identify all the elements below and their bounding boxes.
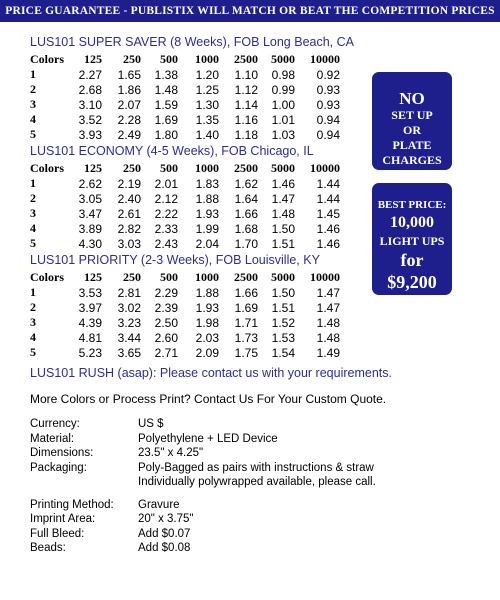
header-cell: 1000 — [195, 270, 219, 284]
cell: 0.94 — [316, 112, 340, 127]
table-row — [30, 127, 340, 142]
spec-value: 23.5" x 4.25" — [138, 447, 204, 459]
cell: 1.20 — [195, 67, 219, 82]
cell: 1.69 — [154, 112, 178, 127]
cell: 5 — [30, 236, 36, 250]
header-cell: 5000 — [271, 52, 295, 66]
cell: 5.23 — [78, 345, 102, 360]
cell: 3.02 — [117, 300, 141, 315]
table-row — [30, 176, 340, 191]
cell: 2 — [30, 300, 36, 314]
section-title: LUS101 SUPER SAVER (8 Weeks), FOB Long Beach, CA — [30, 35, 354, 49]
spec-label: Beads: — [30, 542, 66, 554]
spec-label: Printing Method: — [30, 498, 114, 511]
cell: 1.64 — [234, 191, 258, 206]
cell: 1.25 — [195, 82, 219, 97]
cell: 1.35 — [195, 112, 219, 127]
promo-line: $9,200 — [387, 272, 437, 292]
cell: 1.46 — [316, 221, 340, 236]
spec-value: Polyethylene + LED Device — [138, 432, 278, 445]
promo-line: SET UP — [391, 108, 433, 122]
cell: 4 — [30, 112, 36, 126]
cell: 1.88 — [195, 285, 219, 300]
cell: 3.53 — [78, 285, 102, 300]
cell: 3.10 — [78, 97, 102, 112]
cell: 1.66 — [234, 206, 258, 221]
cell: 1.10 — [234, 67, 258, 82]
cell: 1.62 — [234, 176, 258, 191]
header-cell: 250 — [123, 52, 141, 66]
cell: 2 — [30, 191, 36, 205]
header-cell: 250 — [123, 161, 141, 175]
cell: 2.39 — [154, 300, 178, 315]
cell: 0.94 — [316, 127, 340, 142]
cell: 5 — [30, 127, 36, 141]
promo-line: PLATE — [392, 138, 432, 152]
cell: 2.04 — [195, 236, 219, 251]
table-row — [30, 97, 340, 112]
no-setup-charges-badge — [372, 72, 452, 170]
spec-label: Full Bleed: — [30, 527, 85, 540]
price-table — [30, 52, 340, 142]
spec-label: Packaging: — [30, 461, 87, 474]
header-cell: Colors — [30, 52, 64, 66]
header-cell: 10000 — [310, 161, 340, 175]
cell: 2.27 — [78, 67, 102, 82]
cell: 1 — [30, 176, 36, 190]
cell: 1.48 — [271, 206, 295, 221]
cell: 1.51 — [271, 236, 295, 251]
cell: 1.14 — [234, 97, 258, 112]
table-row — [30, 315, 340, 330]
cell: 1.16 — [234, 112, 258, 127]
cell: 5 — [30, 345, 36, 359]
cell: 1.49 — [316, 345, 340, 360]
promo-line: for — [400, 250, 424, 270]
header-cell: 1000 — [195, 161, 219, 175]
promo-line: CHARGES — [382, 153, 442, 167]
custom-quote-note: More Colors or Process Print? Contact Us For Your Custom Quote. — [30, 392, 387, 406]
cell: 4 — [30, 221, 36, 235]
promo-line: 10,000 — [390, 214, 434, 231]
table-row — [30, 82, 340, 97]
cell: 3.52 — [78, 112, 102, 127]
cell: 2.40 — [117, 191, 141, 206]
cell: 1.45 — [316, 206, 340, 221]
table-row — [30, 285, 340, 300]
price-table — [30, 161, 340, 251]
table-header-row — [30, 270, 340, 285]
cell: 1.47 — [316, 285, 340, 300]
spec-value: Poly-Bagged as pairs with instructions & straw — [138, 461, 374, 474]
cell: 1.47 — [316, 300, 340, 315]
cell: 2.28 — [117, 112, 141, 127]
cell: 1.51 — [271, 300, 295, 315]
cell: 4.30 — [78, 236, 102, 251]
cell: 2.82 — [117, 221, 141, 236]
spec-label: Dimensions: — [30, 447, 94, 459]
header-cell: Colors — [30, 161, 64, 175]
cell: 1.44 — [316, 191, 340, 206]
promo-line: LIGHT UPS — [379, 234, 445, 248]
cell: 1.52 — [271, 315, 295, 330]
cell: 4.39 — [78, 315, 102, 330]
pricing-section-economy — [30, 144, 360, 251]
cell: 2.61 — [117, 206, 141, 221]
header-cell: 5000 — [271, 161, 295, 175]
header-cell: 5000 — [271, 270, 295, 284]
cell: 1.66 — [234, 285, 258, 300]
table-row — [30, 206, 340, 221]
header-cell: 2500 — [234, 270, 258, 284]
cell: 2.50 — [154, 315, 178, 330]
spec-value: Add $0.07 — [138, 527, 191, 540]
spec-value: Add $0.08 — [138, 542, 191, 554]
pricing-section-priority — [30, 253, 360, 360]
cell: 1.98 — [195, 315, 219, 330]
best-price-badge — [372, 183, 452, 295]
cell: 1.73 — [234, 330, 258, 345]
cell: 1.68 — [234, 221, 258, 236]
cell: 1.46 — [316, 236, 340, 251]
table-row — [30, 191, 340, 206]
cell: 1.83 — [195, 176, 219, 191]
cell: 2 — [30, 82, 36, 96]
cell: 0.93 — [316, 97, 340, 112]
cell: 2.68 — [78, 82, 102, 97]
cell: 3.47 — [78, 206, 102, 221]
header-cell: 500 — [160, 52, 178, 66]
cell: 1 — [30, 67, 36, 81]
cell: 2.81 — [117, 285, 141, 300]
cell: 1.47 — [271, 191, 295, 206]
table-row — [30, 300, 340, 315]
cell: 3.23 — [117, 315, 141, 330]
cell: 4 — [30, 330, 36, 344]
cell: 1.99 — [195, 221, 219, 236]
header-cell: 2500 — [234, 161, 258, 175]
cell: 3.93 — [78, 127, 102, 142]
cell: 2.07 — [117, 97, 141, 112]
cell: 1.71 — [234, 315, 258, 330]
header-cell: 250 — [123, 270, 141, 284]
promo-line: BEST PRICE: — [377, 199, 447, 211]
cell: 1.30 — [195, 97, 219, 112]
cell: 1.65 — [117, 67, 141, 82]
cell: 3.97 — [78, 300, 102, 315]
cell: 3 — [30, 315, 36, 329]
cell: 1.53 — [271, 330, 295, 345]
cell: 1.50 — [271, 221, 295, 236]
cell: 1.48 — [316, 315, 340, 330]
cell: 1.12 — [234, 82, 258, 97]
cell: 1.18 — [234, 127, 258, 142]
cell: 0.99 — [271, 82, 295, 97]
cell: 0.92 — [316, 67, 340, 82]
header-cell: 500 — [160, 161, 178, 175]
cell: 1.50 — [271, 285, 295, 300]
cell: 3.65 — [117, 345, 141, 360]
cell: 4.81 — [78, 330, 102, 345]
cell: 1.80 — [154, 127, 178, 142]
cell: 1.88 — [195, 191, 219, 206]
cell: 1.03 — [271, 127, 295, 142]
cell: 1.93 — [195, 206, 219, 221]
table-row — [30, 330, 340, 345]
cell: 3.44 — [117, 330, 141, 345]
spec-value: Individually polywrapped available, please call. — [138, 476, 376, 488]
table-row — [30, 67, 340, 82]
header-cell: 125 — [84, 161, 102, 175]
promo-line: OR — [403, 123, 421, 137]
cell: 2.60 — [154, 330, 178, 345]
cell: 2.09 — [195, 345, 219, 360]
cell: 1.46 — [271, 176, 295, 191]
spec-label: Imprint Area: — [30, 513, 96, 525]
cell: 2.33 — [154, 221, 178, 236]
cell: 1.86 — [117, 82, 141, 97]
table-header-row — [30, 52, 340, 67]
cell: 3.03 — [117, 236, 141, 251]
cell: 1.93 — [195, 300, 219, 315]
spec-value: US $ — [138, 418, 164, 430]
cell: 2.62 — [78, 176, 102, 191]
header-cell: 500 — [160, 270, 178, 284]
cell: 1.48 — [154, 82, 178, 97]
spec-value: Gravure — [138, 498, 180, 511]
header-cell: 125 — [84, 52, 102, 66]
price-table — [30, 270, 340, 360]
table-row — [30, 221, 340, 236]
cell: 3.05 — [78, 191, 102, 206]
cell: 1.69 — [234, 300, 258, 315]
cell: 2.49 — [117, 127, 141, 142]
spec-label: Currency: — [30, 418, 80, 430]
cell: 1.44 — [316, 176, 340, 191]
table-row — [30, 345, 340, 360]
promo-line: NO — [399, 89, 425, 108]
cell: 0.98 — [271, 67, 295, 82]
rush-note: LUS101 RUSH (asap): Please contact us with your requirements. — [30, 366, 392, 380]
cell: 2.22 — [154, 206, 178, 221]
cell: 2.03 — [195, 330, 219, 345]
spec-value: 20" x 3.75" — [138, 513, 194, 525]
cell: 3.89 — [78, 221, 102, 236]
section-title: LUS101 ECONOMY (4-5 Weeks), FOB Chicago, IL — [30, 144, 314, 158]
cell: 2.12 — [154, 191, 178, 206]
spec-label: Material: — [30, 432, 75, 445]
cell: 1 — [30, 285, 36, 299]
table-row — [30, 112, 340, 127]
section-title: LUS101 PRIORITY (2-3 Weeks), FOB Louisville, KY — [30, 253, 320, 267]
cell: 3 — [30, 97, 36, 111]
header-cell: 125 — [84, 270, 102, 284]
header-cell: 10000 — [310, 270, 340, 284]
cell: 1.01 — [271, 112, 295, 127]
cell: 1.70 — [234, 236, 258, 251]
cell: 1.59 — [154, 97, 178, 112]
price-guarantee-banner: PRICE GUARANTEE - PUBLISTIX WILL MATCH OR BEAT THE COMPETITION PRICES — [0, 0, 500, 22]
cell: 2.43 — [154, 236, 178, 251]
cell: 2.71 — [154, 345, 178, 360]
pricing-section-super-saver — [30, 35, 360, 142]
cell: 2.19 — [117, 176, 141, 191]
cell: 1.00 — [271, 97, 295, 112]
cell: 1.54 — [271, 345, 295, 360]
cell: 1.40 — [195, 127, 219, 142]
header-cell: 10000 — [310, 52, 340, 66]
table-header-row — [30, 161, 340, 176]
header-cell: Colors — [30, 270, 64, 284]
cell: 1.48 — [316, 330, 340, 345]
table-row — [30, 236, 340, 251]
cell: 2.29 — [154, 285, 178, 300]
cell: 1.75 — [234, 345, 258, 360]
cell: 0.93 — [316, 82, 340, 97]
cell: 2.01 — [154, 176, 178, 191]
header-cell: 2500 — [234, 52, 258, 66]
cell: 1.38 — [154, 67, 178, 82]
header-cell: 1000 — [195, 52, 219, 66]
cell: 3 — [30, 206, 36, 220]
